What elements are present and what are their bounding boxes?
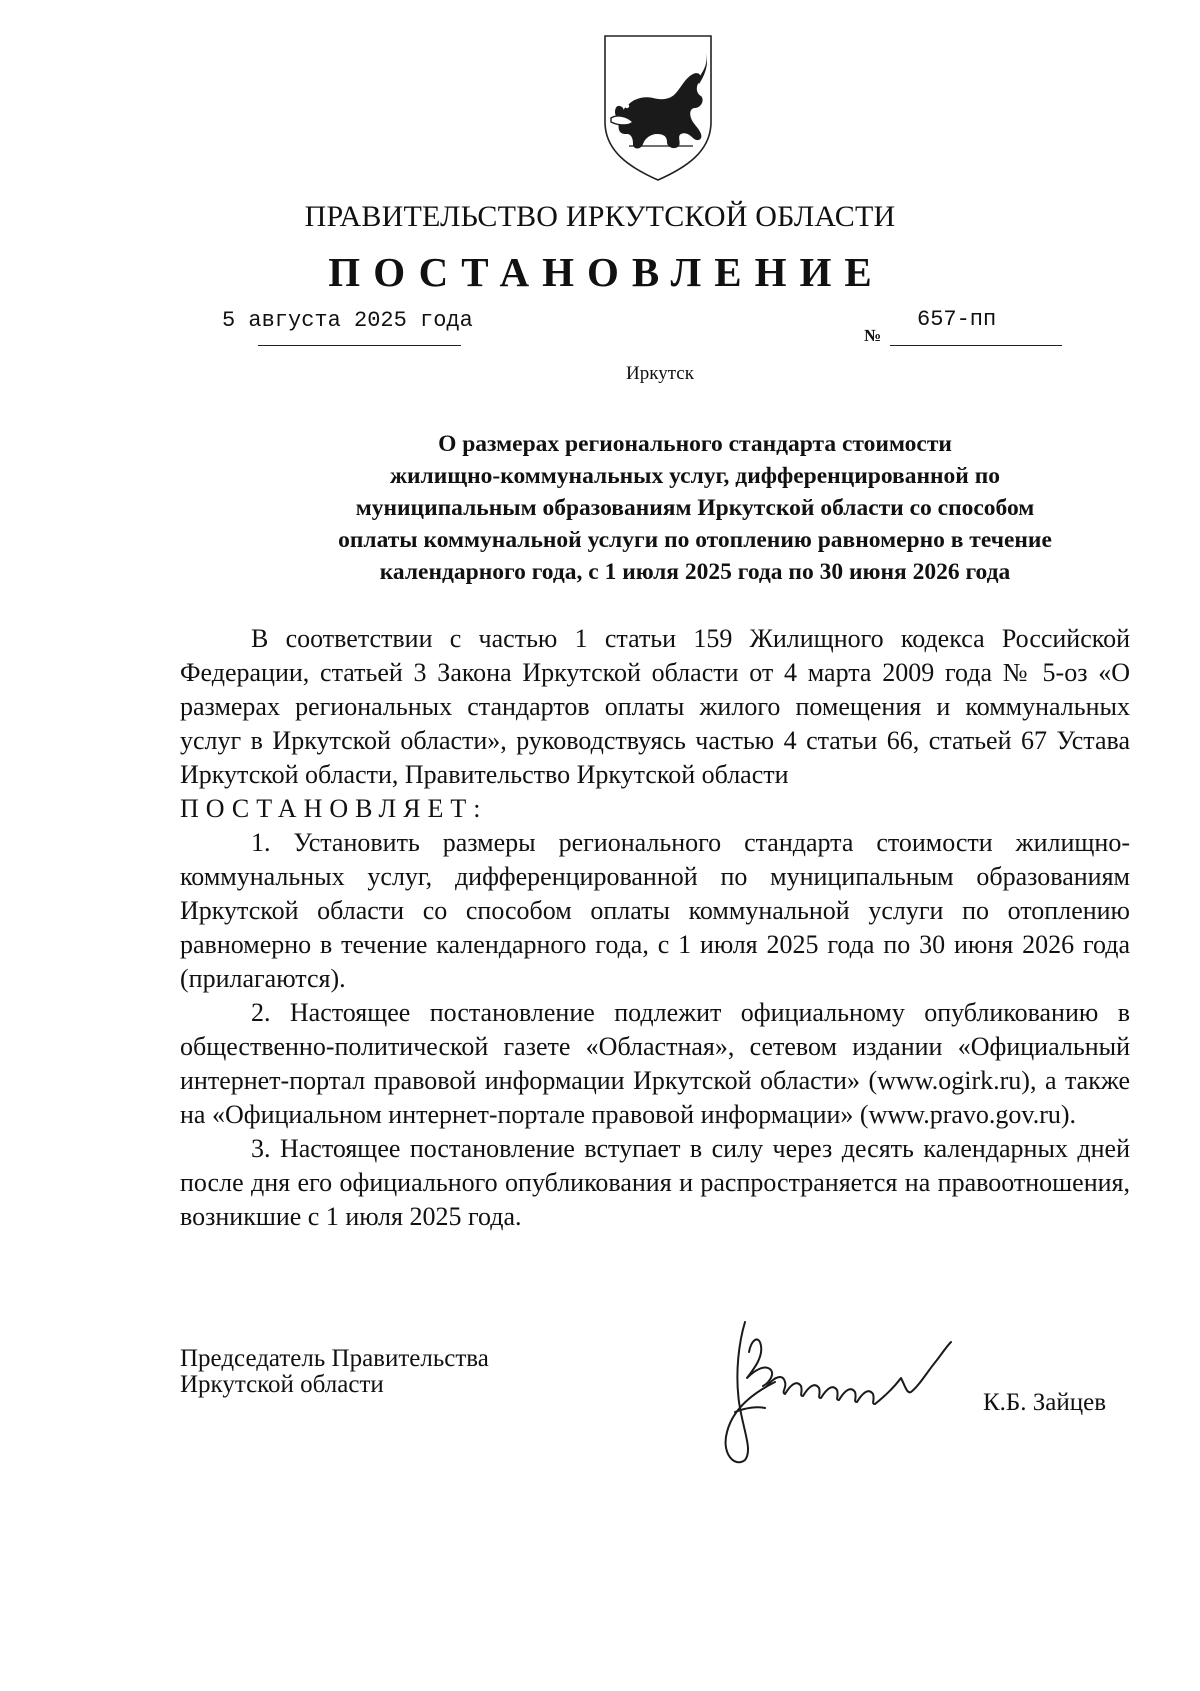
number-underline	[890, 345, 1062, 346]
preamble-text: В соответствии с частью 1 статьи 159 Жилищного кодекса Российской Федерации, статьей 3 Закона Иркутской области от 4 марта 2009 года № 5-оз «О размерах региональных стандартов оплаты жилого помещения и коммунальных услуг в Иркутской области», руководствуясь частью 4 статьи 66, статьей 67 Устава Иркутской области, Правительство Иркутской области	[180, 624, 1130, 789]
title-line: календарного года, с 1 июля 2025 года по 30 июня 2026 года	[379, 559, 1011, 585]
clause-2: 2. Настоящее постановление подлежит официальному опубликованию в общественно-политической газете «Областная», сетевом издании «Официальный интернет-портал правовой информации Иркутской области» (www.ogirk.ru), а также на «Официальном интернет-портале правовой информации» (www.pravo.gov.ru).	[180, 998, 1130, 1129]
title-line: О размерах регионального стандарта стоимости	[438, 431, 952, 457]
coat-of-arms-icon	[601, 34, 715, 182]
signer-name: К.Б. Зайцев	[983, 1389, 1107, 1416]
organization-name: ПРАВИТЕЛЬСТВО ИРКУТСКОЙ ОБЛАСТИ	[304, 200, 896, 233]
number-sign: №	[864, 326, 882, 345]
date-underline	[258, 345, 461, 346]
title-line: муниципальным образованиям Иркутской области со способом	[355, 495, 1035, 521]
title-line: оплаты коммунальной услуги по отоплению равномерно в течение	[338, 527, 1052, 553]
city-name: Иркутск	[626, 363, 694, 384]
document-date: 5 августа 2025 года	[222, 308, 473, 333]
clause-1: 1. Установить размеры регионального стандарта стоимости жилищно-коммунальных услуг, дифференцированной по муниципальным образованиям Иркутской области со способом оплаты коммунальной услуги по отоплению равномерно в течение календарного года, с 1 июля 2025 года по 30 июня 2026 года (прилагаются).	[180, 828, 1130, 993]
document-body	[180, 622, 1130, 1234]
title-line: жилищно-коммунальных услуг, дифференцированной по	[389, 463, 1001, 489]
signer-position-line: Иркутской области	[180, 1371, 384, 1398]
decree-word: ПОСТАНОВЛЯЕТ:	[180, 794, 488, 823]
clause-3: 3. Настоящее постановление вступает в силу через десять календарных дней после дня его официального опубликования и распространяется на правоотношения, возникшие с 1 июля 2025 года.	[180, 1134, 1130, 1231]
document-title	[240, 428, 1150, 588]
signer-position-line: Председатель Правительства	[180, 1345, 489, 1372]
signer-position	[180, 1346, 489, 1398]
preamble-paragraph	[180, 622, 1130, 826]
date-field	[222, 308, 473, 333]
document-type: ПОСТАНОВЛЕНИЕ	[328, 249, 885, 295]
handwritten-signature-icon	[705, 1312, 995, 1467]
document-number: 657-пп	[917, 307, 997, 332]
